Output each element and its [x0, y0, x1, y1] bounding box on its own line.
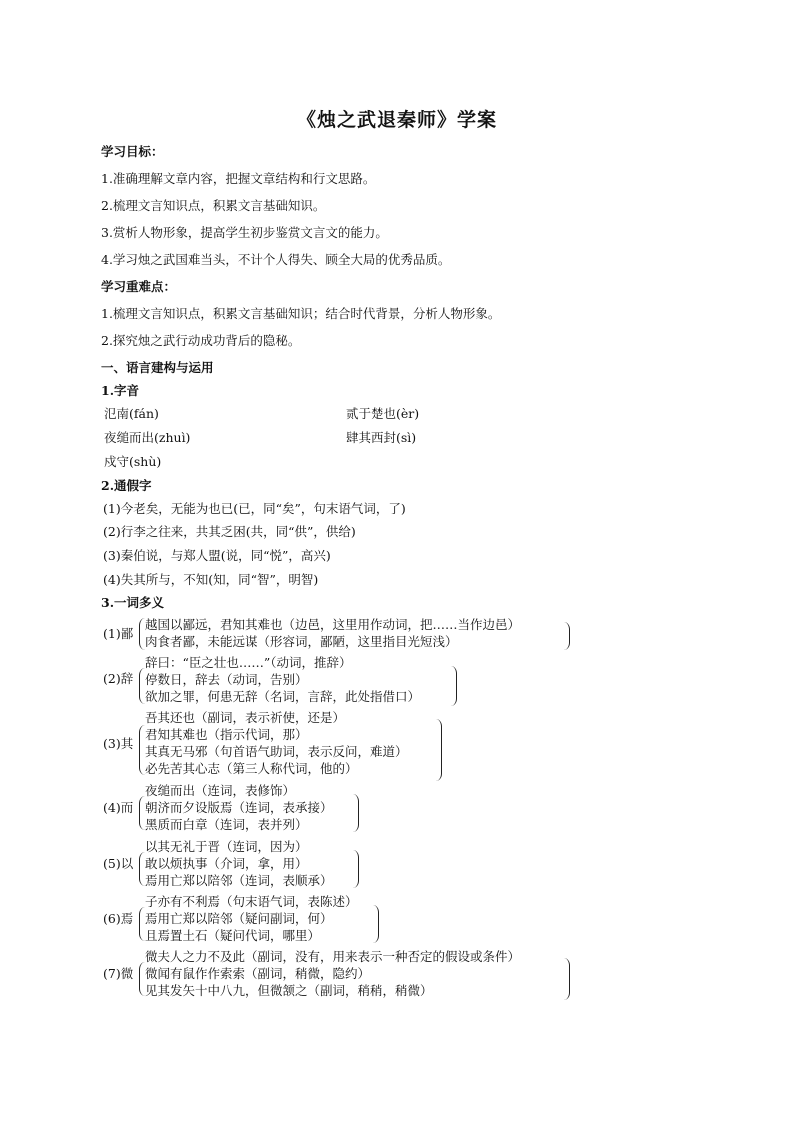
objective-item: 4.学习烛之武国难当头，不计个人得失、顾全大局的优秀品质。	[101, 252, 451, 267]
polysemy-entry: 以其无礼于晋（连词，因为）	[145, 839, 308, 854]
right-brace	[353, 794, 359, 832]
tongjia-item: (3)秦伯说，与郑人盟(说，同“悦”，高兴)	[103, 548, 331, 563]
right-brace	[353, 850, 359, 888]
polysemy-entry: 越国以鄙远，君知其难也（边邑，这里用作动词，把……当作边邑）	[145, 617, 521, 632]
polysemy-label: (6)焉	[103, 911, 134, 926]
key-points-heading: 学习重难点：	[101, 279, 177, 294]
pronunciation-item: 氾南(fán)	[104, 406, 159, 421]
pronunciation-heading: 1.字音	[101, 383, 140, 398]
tongjia-item: (4)失其所与，不知(知，同“智”，明智)	[103, 572, 319, 587]
pronunciation-item: 戍守(shù)	[104, 454, 162, 469]
right-brace	[451, 666, 457, 706]
polysemy-label: (2)辞	[103, 671, 134, 686]
polysemy-label: (7)微	[103, 966, 134, 981]
pronunciation-item: 肆其西封(sì)	[346, 430, 417, 445]
polysemy-entry: 必先苦其心志（第三人称代词，他的）	[145, 761, 358, 776]
polysemy-entry: 吾其还也（副词，表示祈使，还是）	[145, 710, 346, 725]
right-brace	[436, 719, 442, 781]
polysemy-entry: 停数日，辞去（动词，告别）	[145, 672, 308, 687]
polysemy-entry: 君知其难也（指示代词，那）	[145, 727, 308, 742]
polysemy-entry: 朝济而夕设版焉（连词，表承接）	[145, 800, 333, 815]
polysemy-entry: 其真无马邪（句首语气助词，表示反问，难道）	[145, 744, 408, 759]
polysemy-entry: 肉食者鄙，未能远谋（形容词，鄙陋，这里指目光短浅）	[145, 634, 458, 649]
objective-item: 1.准确理解文章内容，把握文章结构和行文思路。	[101, 171, 376, 186]
tongjia-item: (2)行李之往来，共其乏困(共，同“供”，供给)	[103, 524, 356, 539]
key-point-item: 1.梳理文言知识点，积累文言基础知识；结合时代背景，分析人物形象。	[101, 306, 501, 321]
polysemy-entry: 且焉置土石（疑问代词，哪里）	[145, 928, 321, 943]
section1-heading: 一、语言建构与运用	[101, 360, 214, 375]
polysemy-entry: 敢以烦执事（介词，拿，用）	[145, 856, 308, 871]
polysemy-entry: 夜缒而出（连词，表修饰）	[145, 783, 296, 798]
polysemy-entry: 见其发矢十中八九，但微颔之（副词，稍稍，稍微）	[145, 983, 433, 998]
tongjia-heading: 2.通假字	[101, 478, 152, 493]
polysemy-entry: 微夫人之力不及此（副词，没有，用来表示一种否定的假设或条件）	[145, 949, 521, 964]
polysemy-entry: 辞曰：“臣之壮也……”（动词，推辞）	[145, 655, 352, 670]
page-title: 《烛之武退秦师》学案	[296, 109, 497, 131]
objective-item: 2.梳理文言知识点，积累文言基础知识。	[101, 198, 326, 213]
polysemy-label: (5)以	[103, 856, 134, 871]
polysemy-entry: 焉用亡郑以陪邻（疑问副词，何）	[145, 911, 333, 926]
polysemy-entry: 欲加之罪，何患无辞（名词，言辞，此处指借口）	[145, 689, 421, 704]
right-brace	[373, 905, 379, 943]
tongjia-item: (1)今老矣，无能为也已(已，同“矣”，句末语气词，了)	[103, 501, 406, 516]
polysemy-label: (4)而	[103, 800, 134, 815]
polysemy-label: (1)鄙	[103, 626, 134, 641]
polysemy-entry: 黑质而白章（连词，表并列）	[145, 817, 308, 832]
pronunciation-item: 夜缒而出(zhuì)	[104, 430, 191, 445]
key-point-item: 2.探究烛之武行动成功背后的隐秘。	[101, 333, 301, 348]
objectives-heading: 学习目标：	[101, 144, 164, 159]
right-brace	[564, 622, 570, 650]
polysemy-entry: 焉用亡郑以陪邻（连词，表顺承）	[145, 873, 333, 888]
polysemy-label: (3)其	[103, 736, 134, 751]
polysemy-entry: 子亦有不利焉（句末语气词，表陈述）	[145, 894, 358, 909]
right-brace	[564, 958, 570, 1000]
pronunciation-item: 贰于楚也(èr)	[346, 406, 420, 421]
polysemy-entry: 微闻有鼠作作索索（副词，稍微，隐约）	[145, 966, 371, 981]
objective-item: 3.赏析人物形象，提高学生初步鉴赏文言文的能力。	[101, 225, 388, 240]
polysemy-heading: 3.一词多义	[101, 595, 165, 610]
